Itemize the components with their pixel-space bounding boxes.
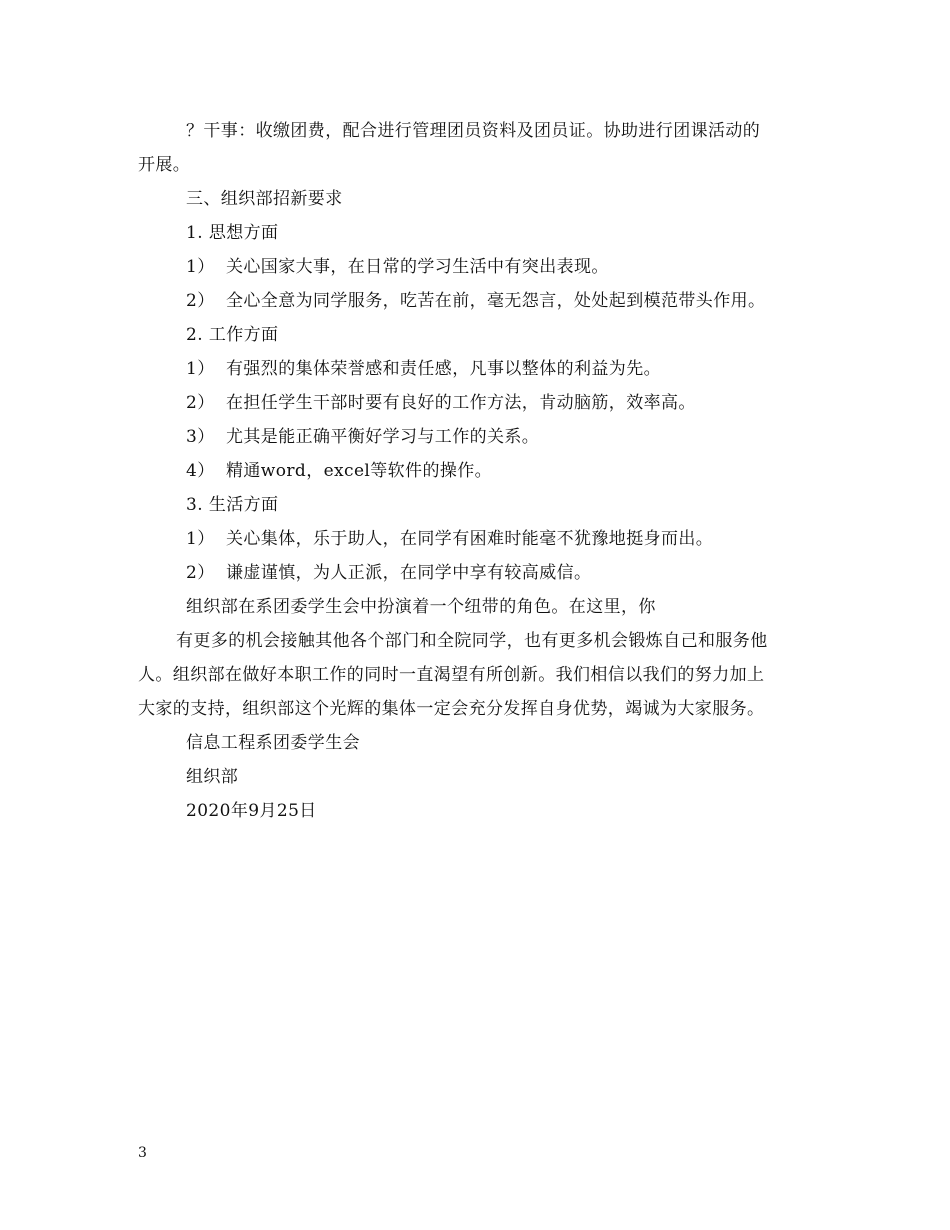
- list-item: [186, 426, 539, 448]
- paragraph-line: 人。组织部在做好本职工作的同时一直渴望有所创新。我们相信以我们的努力加上: [138, 665, 765, 685]
- subsection-heading: 2. 工作方面: [186, 325, 279, 345]
- paragraph-line: 组织部在系团委学生会中扮演着一个纽带的角色。在这里，你: [186, 597, 656, 617]
- text-line: ？干事：收缴团费，配合进行管理团员资料及团员证。协助进行团课活动的: [186, 121, 761, 141]
- list-item-number: 1）: [186, 257, 215, 277]
- page-number: 3: [138, 1145, 147, 1161]
- list-item-text: 关心集体，乐于助人，在同学有困难时能毫不犹豫地挺身而出。: [226, 529, 714, 549]
- list-item-number: 1）: [186, 359, 215, 379]
- section-heading: 三、组织部招新要求: [186, 189, 343, 209]
- list-item: [186, 562, 591, 584]
- subsection-heading: 1. 思想方面: [186, 223, 279, 243]
- list-item-number: 2）: [186, 393, 215, 413]
- subsection-heading: 3. 生活方面: [186, 495, 279, 515]
- list-item: [186, 358, 661, 380]
- paragraph-line: 大家的支持，组织部这个光辉的集体一定会充分发挥自身优势，竭诚为大家服务。: [138, 699, 765, 719]
- list-item-number: 2）: [186, 563, 215, 583]
- signature-organization: 信息工程系团委学生会: [186, 733, 360, 753]
- list-item: [186, 528, 713, 550]
- list-item-number: 1）: [186, 529, 215, 549]
- list-item-number: 4）: [186, 461, 215, 481]
- paragraph-line: 有更多的机会接触其他各个部门和全院同学，也有更多机会锻炼自己和服务他: [176, 631, 768, 651]
- list-item: [186, 460, 492, 482]
- list-item: [186, 392, 696, 414]
- list-item-number: 2）: [186, 291, 215, 311]
- list-item-number: 3）: [186, 427, 215, 447]
- list-item: [186, 290, 765, 312]
- list-item-text: 在担任学生干部时要有良好的工作方法，肯动脑筋，效率高。: [226, 393, 696, 413]
- list-item-text: 精通word，excel等软件的操作。: [226, 461, 493, 481]
- list-item-text: 有强烈的集体荣誉感和责任感，凡事以整体的利益为先。: [226, 359, 661, 379]
- signature-department: 组织部: [186, 767, 239, 787]
- text-line: 开展。: [138, 155, 191, 175]
- list-item: [186, 256, 609, 278]
- list-item-text: 关心国家大事，在日常的学习生活中有突出表现。: [226, 257, 609, 277]
- list-item-text: 谦虚谨慎，为人正派，在同学中享有较高威信。: [226, 563, 592, 583]
- list-item-text: 全心全意为同学服务，吃苦在前，毫无怨言，处处起到模范带头作用。: [226, 291, 766, 311]
- signature-date: 2020年9月25日: [186, 801, 317, 821]
- list-item-text: 尤其是能正确平衡好学习与工作的关系。: [226, 427, 540, 447]
